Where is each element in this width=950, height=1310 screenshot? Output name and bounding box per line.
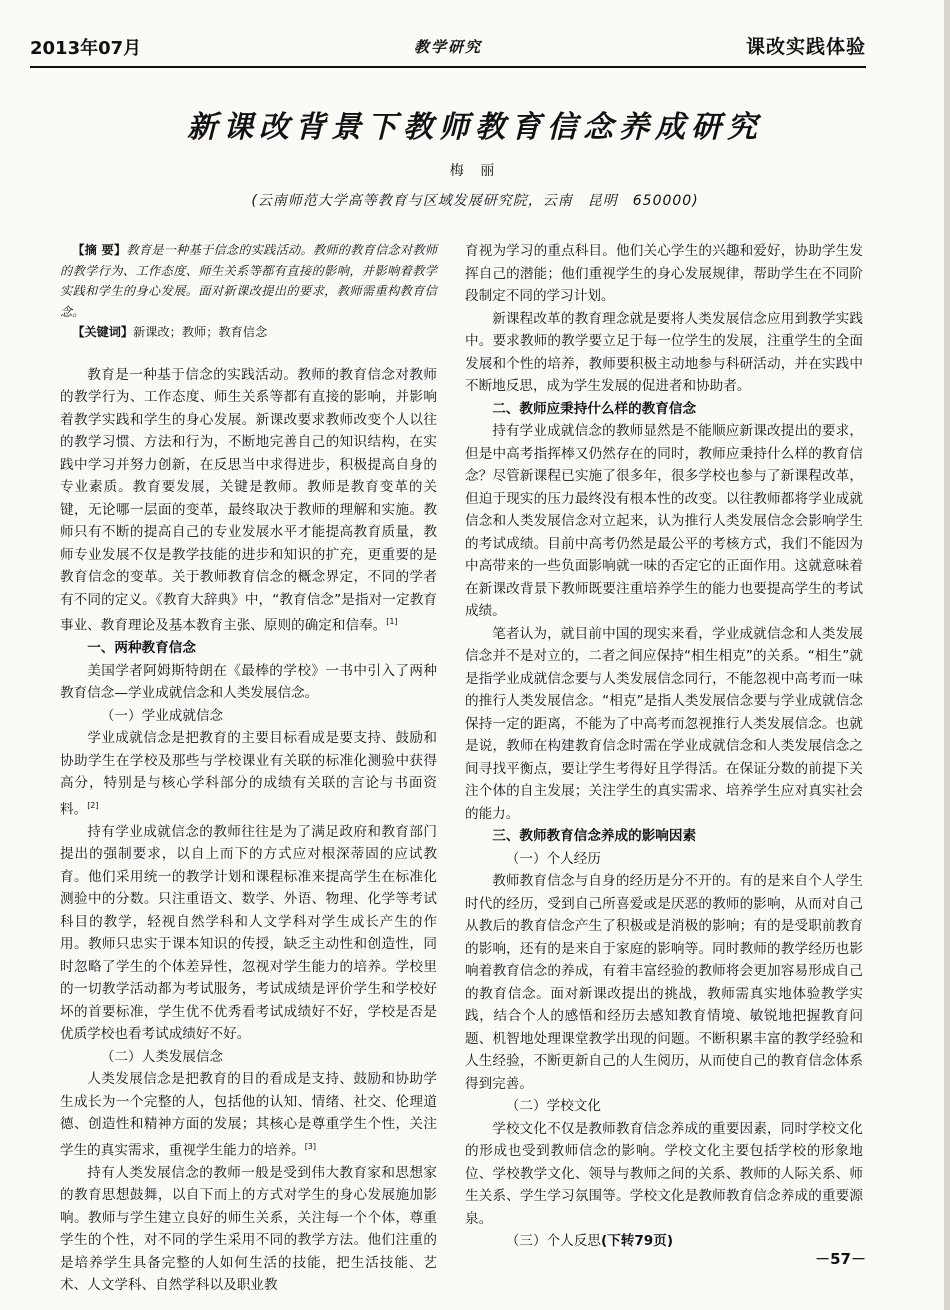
journal-section: 教学研究 bbox=[413, 38, 482, 56]
paragraph: 持有学业成就信念的教师往往是为了满足政府和教育部门提出的强制要求，以自上而下的方式应对根深蒂固的应试教育。他们采用统一的教学计划和课程标准来提高学生在标准化测验中的分数。只注重语文、数学、外语、物理、化学等考试科目的教学，轻视自然学科和人文学科对学生成长产生的作用。教师只忠实于课本知识的传授，缺乏主动性和创造性，同时忽略了学生的个体差异性，忽视对学生能力的培养。学校里的一切教学活动都为考试服务，考试成绩是评价学生和学校好坏的首要标准，学生优不优秀看考试成绩好不好，学校是否是优质学校也看考试成绩好不好。 bbox=[60, 823, 437, 1043]
running-header bbox=[30, 26, 866, 68]
section-heading: 二、教师应秉持什么样的教育信念 bbox=[492, 400, 697, 417]
abstract-label: 【摘 要】 bbox=[72, 243, 127, 257]
paragraph: 教师教育信念与自身的经历是分不开的。有的是来自个人学生时代的经历，受到自己所喜爱或是厌恶的教师的影响，从而对自己从教后的教育信念产生了积极或是消极的影响；有的是受职前教育的影响，还有的是来自于家庭的影响等。同时教师的教学经历也影响着教育信念的养成，有着丰富经验的教师将会更加容易形成自己的教育信念。面对新课改提出的挑战，教师需真实地体验教学实践，结合个人的感悟和经历去感知教育情境、敏锐地把握教育问题、机智地处理课堂教学出现的问题。不断积累丰富的教学经验和人生经验，不断更新自己的人生阅历，从而使自己的教育信念体系得到完善。 bbox=[465, 873, 863, 1092]
author-affiliation: (云南师范大学高等教育与区域发展研究院，云南 昆明 650000) bbox=[251, 193, 699, 209]
page-edge-shadow bbox=[944, 0, 950, 1310]
abstract-text: 教育是一种基于信念的实践活动。教师的教育信念对教师的教学行为、工作态度、师生关系等都有直接的影响，并影响着教学实践和学生的身心发展。面对新课改提出的要求，教师需重构教育信念。 bbox=[60, 243, 438, 319]
article-title: 新课改背景下教师教育信念养成研究 bbox=[187, 110, 763, 145]
section-heading: 一、两种教育信念 bbox=[87, 640, 196, 657]
paragraph: 学校文化不仅是教师教育信念养成的重要因素，同时学校文化的形成也受到教师信念的影响。学校文化主要包括学校的形象地位、学校教学文化、领导与教师之间的关系、教师的人际关系、师生关系、学生学习氛围等。学校文化是教师教育信念养成的重要源泉。 bbox=[465, 1120, 863, 1227]
citation-ref: [1] bbox=[386, 617, 398, 626]
paragraph: 教育是一种基于信念的实践活动。教师的教育信念对教师的教学行为、工作态度、师生关系等都有直接的影响，并影响着教学实践和学生的身心发展。新课改要求教师改变个人以往的教学习惯、方法和行为，不断地完善自己的知识结构，在实践中学习并努力创新，在反思当中求得进步，积极提高自身的专业素质。教育要发展，关键是教师。教师是教育变革的关键，无论哪一层面的变革，最终取决于教师的理解和实施。教师只有不断的提高自己的专业发展水平才能提高教育质量，教师专业发展不仅是教学技能的进步和知识的扩充，更重要的是教育信念的变革。关于教师教育信念的概念界定，不同的学者有不同的定义。《教育大辞典》中，“教育信念”是指对一定教育事业、教育理论及基本教育主张、原则的确定和信奉。[1] bbox=[60, 366, 437, 634]
paragraph: 新课程改革的教育理念就是要将人类发展信念应用到教学实践中。要求教师的教学要立足于每一位学生的发展，注重学生的全面发展和个性的培养，教师要积极主动地参与科研活动，并在实践中不断地反思，成为学生发展的促进者和协助者。 bbox=[465, 310, 863, 394]
citation-ref: [3] bbox=[304, 1141, 317, 1151]
subsection-heading: （二）学校文化 bbox=[505, 1098, 601, 1114]
continued-note: (下转79页) bbox=[600, 1233, 674, 1249]
section-heading: 三、教师教育信念养成的影响因素 bbox=[492, 828, 697, 844]
keywords-label: 【关键词】 bbox=[72, 325, 134, 339]
abstract bbox=[60, 240, 437, 322]
paragraph: 育视为学习的重点科目。他们关心学生的兴趣和爱好，协助学生发挥自己的潜能；他们重视学生的身心发展规律，帮助学生在不同阶段制定不同的学习计划。 bbox=[465, 243, 863, 304]
keywords bbox=[60, 322, 437, 343]
column-name: 课改实践体验 bbox=[745, 36, 866, 58]
subsection-heading: （三）个人反思(下转79页) bbox=[505, 1233, 674, 1249]
issue-date: 2013年07月 bbox=[30, 38, 142, 59]
paragraph: 学业成就信念是把教育的主要目标看成是要支持、鼓励和协助学生在学校及那些与学校课业有关联的标准化测验中获得高分，特别是与核心学科部分的成绩有关联的言论与书面资料。[2] bbox=[60, 730, 437, 818]
paragraph: 持有人类发展信念的教师一般是受到伟大教育家和思想家的教育思想鼓舞，以自下而上的方式对学生的身心发展施加影响。教师与学生建立良好的师生关系，关注每一个个体，尊重学生的个性，对不同的学生采用不同的教学方法。他们注重的是培养学生具备完整的人如何生活的技能，把生活技能、艺术、人文学科、自然学科以及职业教 bbox=[60, 1164, 437, 1294]
paragraph: 持有学业成就信念的教师显然是不能顺应新课改提出的要求，但是中高考指挥棒又仍然存在的同时，教师应秉持什么样的教育信念？尽管新课程已实施了很多年，很多学校也参与了新课程改革，但迫于现实的压力最终没有根本性的改变。以往教师都将学业成就信念和人类发展信念对立起来，认为推行人类发展信念会影响学生的考试成绩。目前中高考仍然是最公平的考核方式，我们不能因为中高带来的一些负面影响就一味的否定它的正面作用。这就意味着在新课改背景下教师既要注重培养学生的能力也要提高学生的考试成绩。 bbox=[465, 423, 863, 619]
left-column bbox=[60, 240, 437, 1297]
paragraph: 笔者认为，就目前中国的现实来看，学业成就信念和人类发展信念并不是对立的，二者之间应保持“相生相克”的关系。“相生”就是指学业成就信念要与人类发展信念同行，不能忽视中高考而一味的推行人类发展信念。“相克”是指人类发展信念要与学业成就信念保持一定的距离，不能为了中高考而忽视推行人类发展信念。也就是说，教师在构建教育信念时需在学业成就信念和人类发展信念之间寻找平衡点，要让学生考得好且学得活。在保证分数的前提下关注个体的自主发展；关注学生的真实需求、培养学生应对真实社会的能力。 bbox=[465, 625, 863, 822]
page-number: －57－ bbox=[815, 1250, 866, 1268]
keywords-text: 新课改；教师；教育信念 bbox=[133, 325, 268, 339]
subsection-heading: （一）个人经历 bbox=[505, 850, 601, 867]
citation-ref: [2] bbox=[87, 800, 99, 810]
right-column bbox=[465, 240, 863, 1253]
paragraph: 美国学者阿姆斯特朗在《最棒的学校》一书中引入了两种教育信念—学业成就信念和人类发展信念。 bbox=[60, 662, 437, 702]
paragraph: 人类发展信念是把教育的目的看成是支持、鼓励和协助学生成长为一个完整的人，包括他的认知、情绪、社交、伦理道德、创造性和精神方面的发展；其核心是尊重学生个性，关注学生的真实需求，重视学生能力的培养。[3] bbox=[60, 1071, 437, 1159]
subsection-heading: （一）学业成就信念 bbox=[100, 707, 224, 724]
subsection-heading: （二）人类发展信念 bbox=[100, 1048, 224, 1065]
author-name: 梅 丽 bbox=[449, 163, 501, 179]
